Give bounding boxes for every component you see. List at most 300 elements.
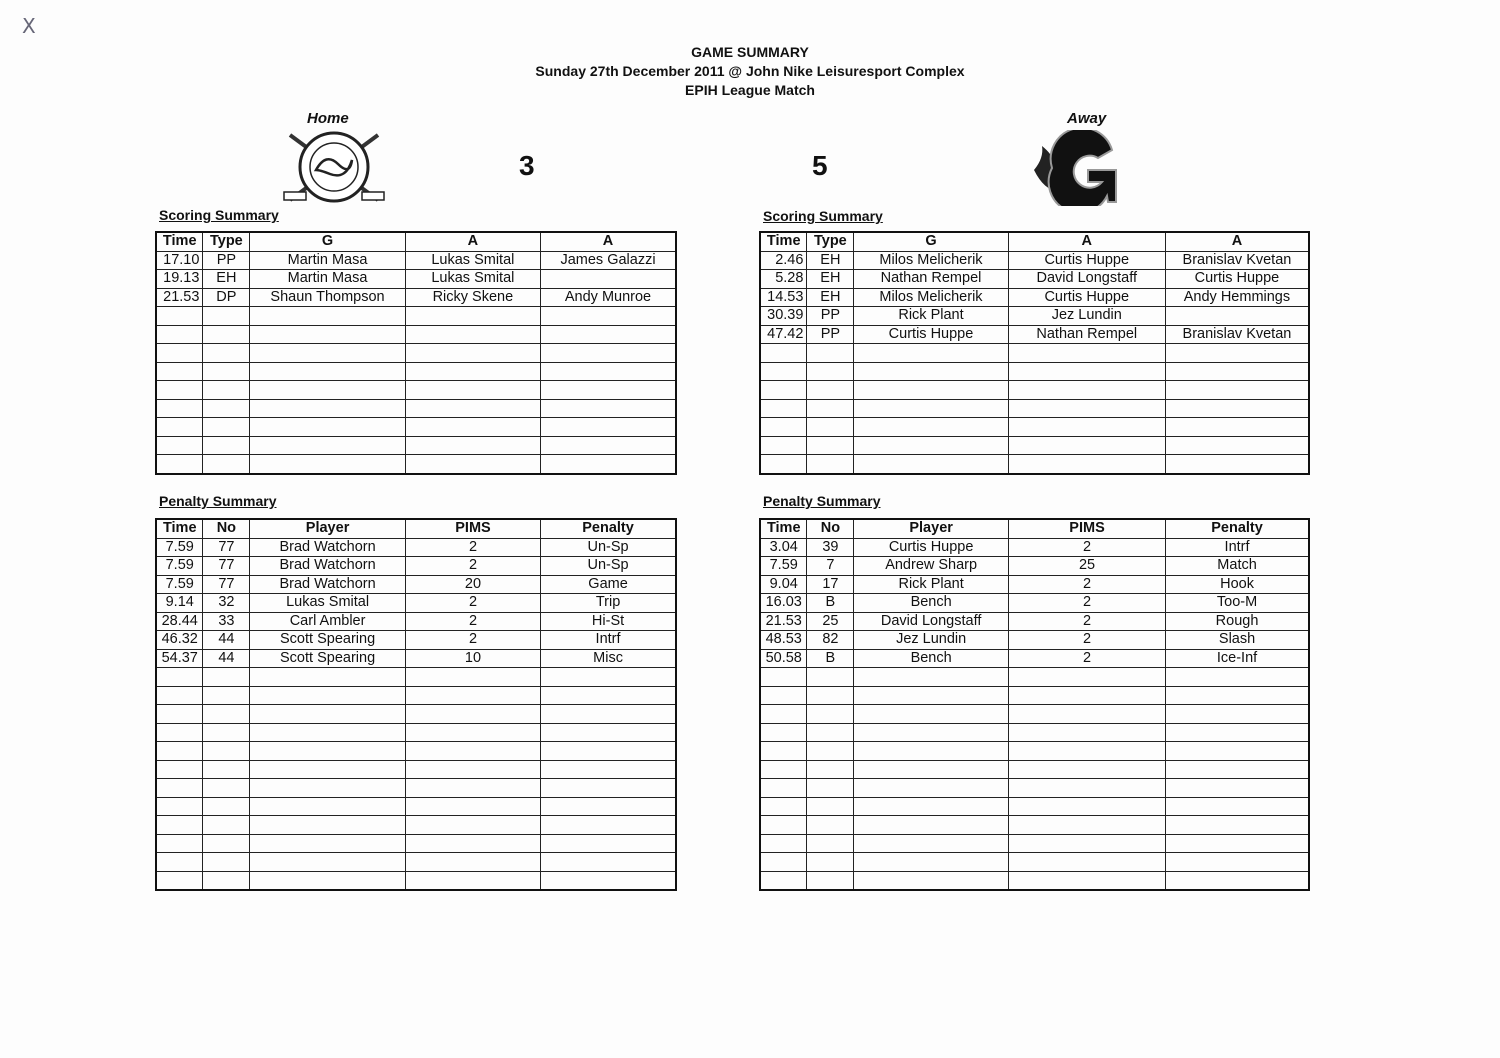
table-row	[760, 612, 1309, 631]
table-cell: 7	[807, 557, 854, 576]
table-cell: 3.04	[760, 538, 807, 557]
table-cell	[1166, 742, 1309, 761]
table-cell: Scott Spearing	[250, 631, 406, 650]
table-cell	[854, 871, 1009, 890]
table-cell	[156, 344, 203, 363]
table-cell	[250, 779, 406, 798]
table-cell	[854, 399, 1008, 418]
column-header: Penalty	[541, 519, 676, 538]
table-cell: Misc	[541, 649, 676, 668]
table-row	[156, 538, 676, 557]
table-cell	[156, 816, 203, 835]
empty-table-row	[156, 399, 676, 418]
table-cell	[760, 705, 807, 724]
empty-table-row	[156, 307, 676, 326]
table-cell	[1166, 760, 1309, 779]
empty-table-row	[156, 816, 676, 835]
table-row	[760, 631, 1309, 650]
table-cell	[156, 436, 203, 455]
table-cell	[156, 834, 203, 853]
table-cell: Rick Plant	[854, 307, 1008, 326]
table-cell	[405, 325, 540, 344]
column-header: No	[807, 519, 854, 538]
table-cell	[156, 362, 203, 381]
table-cell	[250, 853, 406, 872]
empty-table-row	[760, 686, 1309, 705]
table-cell	[250, 742, 406, 761]
table-cell: 44	[203, 631, 250, 650]
table-cell	[203, 779, 250, 798]
table-cell	[760, 779, 807, 798]
table-cell	[1008, 834, 1165, 853]
table-cell	[203, 455, 250, 474]
table-cell: 2	[1008, 575, 1165, 594]
table-cell	[760, 742, 807, 761]
table-cell: Brad Watchorn	[250, 538, 406, 557]
table-row	[156, 270, 676, 289]
empty-table-row	[760, 760, 1309, 779]
table-cell	[203, 362, 250, 381]
table-cell	[807, 705, 854, 724]
table-cell	[760, 853, 807, 872]
empty-table-row	[156, 455, 676, 474]
table-cell: Trip	[541, 594, 676, 613]
table-cell	[854, 816, 1009, 835]
empty-table-row	[156, 760, 676, 779]
table-cell	[854, 686, 1009, 705]
table-cell: Intrf	[541, 631, 676, 650]
table-cell	[807, 779, 854, 798]
home-label: Home	[307, 110, 349, 127]
empty-table-row	[760, 381, 1309, 400]
table-cell	[1008, 723, 1165, 742]
table-cell	[854, 723, 1009, 742]
table-cell	[541, 760, 676, 779]
table-cell	[807, 760, 854, 779]
table-cell: 39	[807, 538, 854, 557]
table-cell	[405, 686, 540, 705]
table-row	[156, 594, 676, 613]
table-cell	[250, 325, 405, 344]
table-cell	[203, 723, 250, 742]
table-cell	[807, 816, 854, 835]
table-row	[760, 575, 1309, 594]
table-cell	[854, 760, 1009, 779]
table-cell	[541, 723, 676, 742]
table-cell	[541, 668, 676, 687]
table-cell	[1166, 686, 1309, 705]
table-cell: PP	[807, 307, 854, 326]
table-cell	[250, 816, 406, 835]
table-cell: Curtis Huppe	[1008, 288, 1165, 307]
table-cell: Rough	[1166, 612, 1309, 631]
table-cell: James Galazzi	[541, 251, 677, 270]
table-cell	[250, 723, 406, 742]
table-cell: PP	[807, 325, 854, 344]
table-cell: 2	[1008, 631, 1165, 650]
table-cell: Brad Watchorn	[250, 575, 406, 594]
table-cell: Brad Watchorn	[250, 557, 406, 576]
corner-mark: X	[22, 14, 36, 38]
column-header: G	[854, 232, 1008, 251]
table-cell: 9.14	[156, 594, 203, 613]
table-cell: 2	[405, 631, 540, 650]
table-cell	[405, 723, 540, 742]
table-cell	[156, 705, 203, 724]
table-cell	[854, 455, 1008, 474]
table-cell	[156, 418, 203, 437]
table-cell	[1165, 436, 1309, 455]
table-cell	[541, 853, 676, 872]
table-cell: 77	[203, 538, 250, 557]
table-cell	[1008, 742, 1165, 761]
table-row	[156, 251, 676, 270]
empty-table-row	[760, 399, 1309, 418]
table-cell	[1166, 816, 1309, 835]
table-cell	[1166, 853, 1309, 872]
home-penalty-summary-title: Penalty Summary	[159, 493, 277, 509]
empty-table-row	[156, 834, 676, 853]
table-cell	[807, 668, 854, 687]
column-header: Player	[854, 519, 1009, 538]
table-cell	[203, 686, 250, 705]
table-cell	[854, 381, 1008, 400]
table-header-row	[156, 232, 676, 251]
table-row	[760, 251, 1309, 270]
table-cell	[250, 705, 406, 724]
table-cell: 17	[807, 575, 854, 594]
table-cell: Milos Melicherik	[854, 288, 1008, 307]
empty-table-row	[760, 668, 1309, 687]
table-cell	[541, 705, 676, 724]
table-cell	[203, 325, 250, 344]
table-cell: Hi-St	[541, 612, 676, 631]
table-cell: 7.59	[156, 538, 203, 557]
table-cell	[156, 668, 203, 687]
table-cell: Too-M	[1166, 594, 1309, 613]
table-cell	[807, 455, 854, 474]
table-cell: 50.58	[760, 649, 807, 668]
empty-table-row	[760, 853, 1309, 872]
table-cell	[807, 381, 854, 400]
table-cell	[250, 344, 405, 363]
table-cell: 54.37	[156, 649, 203, 668]
table-cell	[405, 705, 540, 724]
table-cell	[854, 668, 1009, 687]
table-cell	[1008, 871, 1165, 890]
table-cell: Martin Masa	[250, 270, 405, 289]
table-cell	[807, 436, 854, 455]
table-cell: 25	[1008, 557, 1165, 576]
table-cell	[203, 871, 250, 890]
table-cell: 7.59	[156, 575, 203, 594]
table-cell: EH	[203, 270, 250, 289]
table-cell	[203, 381, 250, 400]
empty-table-row	[760, 797, 1309, 816]
empty-table-row	[156, 668, 676, 687]
column-header: A	[405, 232, 540, 251]
table-cell	[250, 871, 406, 890]
table-cell: Andy Hemmings	[1165, 288, 1309, 307]
table-cell: 2	[1008, 649, 1165, 668]
table-cell	[156, 723, 203, 742]
table-cell	[541, 871, 676, 890]
table-cell	[541, 816, 676, 835]
table-cell	[760, 686, 807, 705]
column-header: A	[1008, 232, 1165, 251]
table-cell	[405, 436, 540, 455]
table-cell: 14.53	[760, 288, 807, 307]
table-cell	[203, 344, 250, 363]
table-cell	[250, 418, 405, 437]
away-scoring-table	[759, 231, 1310, 475]
table-cell	[250, 797, 406, 816]
table-cell	[1165, 381, 1309, 400]
table-cell	[156, 325, 203, 344]
column-header: No	[203, 519, 250, 538]
table-cell	[405, 668, 540, 687]
table-row	[156, 631, 676, 650]
table-cell: 32	[203, 594, 250, 613]
table-cell	[541, 779, 676, 798]
table-cell: 9.04	[760, 575, 807, 594]
table-cell	[203, 760, 250, 779]
table-cell: 19.13	[156, 270, 203, 289]
table-cell: Andrew Sharp	[854, 557, 1009, 576]
table-cell: Un-Sp	[541, 557, 676, 576]
column-header: Time	[760, 232, 807, 251]
table-cell	[405, 418, 540, 437]
table-cell: EH	[807, 251, 854, 270]
table-cell: Curtis Huppe	[854, 538, 1009, 557]
empty-table-row	[156, 797, 676, 816]
table-cell: Branislav Kvetan	[1165, 325, 1309, 344]
table-cell	[203, 436, 250, 455]
column-header: Time	[156, 232, 203, 251]
table-cell: Jez Lundin	[1008, 307, 1165, 326]
table-cell	[807, 797, 854, 816]
table-cell	[405, 307, 540, 326]
table-cell: 2	[405, 612, 540, 631]
table-cell	[156, 760, 203, 779]
document-subtitle: Sunday 27th December 2011 @ John Nike Leisuresport Complex	[535, 63, 965, 79]
table-cell: 48.53	[760, 631, 807, 650]
table-row	[760, 557, 1309, 576]
table-cell: David Longstaff	[1008, 270, 1165, 289]
table-cell: Curtis Huppe	[1165, 270, 1309, 289]
table-cell: David Longstaff	[854, 612, 1009, 631]
table-cell	[760, 381, 807, 400]
table-header-row	[760, 519, 1309, 538]
table-cell	[156, 853, 203, 872]
table-cell	[250, 834, 406, 853]
column-header: A	[1165, 232, 1309, 251]
empty-table-row	[760, 436, 1309, 455]
table-cell: Slash	[1166, 631, 1309, 650]
table-cell: Scott Spearing	[250, 649, 406, 668]
table-cell	[541, 399, 677, 418]
table-cell	[1165, 344, 1309, 363]
away-penalty-summary-title: Penalty Summary	[763, 493, 881, 509]
table-cell: 2.46	[760, 251, 807, 270]
guildford-flames-logo-icon	[1032, 130, 1127, 206]
bracknell-bees-logo-icon	[282, 130, 386, 205]
document-title: GAME SUMMARY	[691, 44, 809, 60]
empty-table-row	[156, 381, 676, 400]
column-header: Time	[760, 519, 807, 538]
table-cell	[1008, 436, 1165, 455]
table-cell: 2	[405, 557, 540, 576]
table-cell	[854, 742, 1009, 761]
table-cell	[807, 742, 854, 761]
table-cell: Jez Lundin	[854, 631, 1009, 650]
table-cell: EH	[807, 270, 854, 289]
empty-table-row	[760, 779, 1309, 798]
table-cell	[156, 871, 203, 890]
table-cell	[541, 436, 677, 455]
empty-table-row	[156, 723, 676, 742]
table-cell: PP	[203, 251, 250, 270]
table-cell	[854, 436, 1008, 455]
column-header: G	[250, 232, 405, 251]
table-cell	[405, 760, 540, 779]
table-cell	[541, 418, 677, 437]
table-cell	[1008, 779, 1165, 798]
table-row	[760, 307, 1309, 326]
column-header: Time	[156, 519, 203, 538]
table-cell	[854, 834, 1009, 853]
table-cell	[854, 853, 1009, 872]
table-cell	[1166, 834, 1309, 853]
table-cell: 82	[807, 631, 854, 650]
table-cell: Lukas Smital	[405, 270, 540, 289]
home-penalty-table	[155, 518, 677, 891]
table-cell	[807, 834, 854, 853]
table-row	[760, 270, 1309, 289]
table-cell	[854, 705, 1009, 724]
table-cell	[541, 344, 677, 363]
table-cell	[541, 834, 676, 853]
column-header: PIMS	[1008, 519, 1165, 538]
table-cell	[203, 668, 250, 687]
table-cell	[541, 307, 677, 326]
table-row	[156, 288, 676, 307]
table-cell	[760, 362, 807, 381]
away-penalty-table	[759, 518, 1310, 891]
empty-table-row	[156, 325, 676, 344]
empty-table-row	[760, 723, 1309, 742]
empty-table-row	[156, 779, 676, 798]
table-cell	[156, 307, 203, 326]
away-label: Away	[1067, 110, 1107, 127]
table-cell	[760, 399, 807, 418]
table-cell: 17.10	[156, 251, 203, 270]
empty-table-row	[760, 418, 1309, 437]
table-cell	[854, 344, 1008, 363]
table-cell	[1008, 760, 1165, 779]
table-row	[760, 649, 1309, 668]
table-cell	[250, 362, 405, 381]
empty-table-row	[760, 834, 1309, 853]
empty-table-row	[156, 705, 676, 724]
table-cell: 7.59	[760, 557, 807, 576]
table-cell	[250, 455, 405, 474]
table-cell	[541, 325, 677, 344]
table-cell: 21.53	[760, 612, 807, 631]
table-cell	[405, 816, 540, 835]
table-cell	[405, 455, 540, 474]
table-cell	[1165, 307, 1309, 326]
table-row	[760, 325, 1309, 344]
away-score: 5	[812, 150, 828, 181]
table-cell	[760, 797, 807, 816]
empty-table-row	[760, 362, 1309, 381]
table-cell	[1008, 381, 1165, 400]
table-cell	[807, 344, 854, 363]
table-row	[156, 557, 676, 576]
table-cell: Un-Sp	[541, 538, 676, 557]
table-row	[760, 538, 1309, 557]
table-cell: 10	[405, 649, 540, 668]
table-cell: Andy Munroe	[541, 288, 677, 307]
table-cell	[1166, 723, 1309, 742]
table-cell	[203, 705, 250, 724]
table-cell	[760, 816, 807, 835]
table-cell	[854, 797, 1009, 816]
table-cell: Bench	[854, 594, 1009, 613]
table-cell	[1166, 705, 1309, 724]
empty-table-row	[156, 344, 676, 363]
table-cell	[405, 797, 540, 816]
table-cell	[854, 779, 1009, 798]
table-cell	[1166, 871, 1309, 890]
table-cell	[854, 362, 1008, 381]
empty-table-row	[156, 418, 676, 437]
table-cell	[203, 816, 250, 835]
table-cell	[203, 418, 250, 437]
table-cell: Bench	[854, 649, 1009, 668]
empty-table-row	[760, 816, 1309, 835]
table-cell	[250, 399, 405, 418]
column-header: PIMS	[405, 519, 540, 538]
table-cell: 33	[203, 612, 250, 631]
table-cell	[541, 381, 677, 400]
table-cell	[1008, 399, 1165, 418]
table-cell	[405, 344, 540, 363]
column-header: A	[541, 232, 677, 251]
table-cell: 21.53	[156, 288, 203, 307]
home-score: 3	[519, 150, 535, 181]
table-cell	[156, 399, 203, 418]
table-cell: Nathan Rempel	[854, 270, 1008, 289]
table-row	[156, 575, 676, 594]
empty-table-row	[760, 344, 1309, 363]
empty-table-row	[156, 853, 676, 872]
table-cell	[807, 871, 854, 890]
table-cell: Martin Masa	[250, 251, 405, 270]
column-header: Penalty	[1166, 519, 1309, 538]
table-cell: 7.59	[156, 557, 203, 576]
column-header: Type	[203, 232, 250, 251]
table-row	[760, 594, 1309, 613]
table-cell	[807, 399, 854, 418]
table-cell: 2	[1008, 612, 1165, 631]
column-header: Type	[807, 232, 854, 251]
table-cell: Ricky Skene	[405, 288, 540, 307]
table-row	[156, 612, 676, 631]
table-cell: Curtis Huppe	[854, 325, 1008, 344]
empty-table-row	[156, 742, 676, 761]
